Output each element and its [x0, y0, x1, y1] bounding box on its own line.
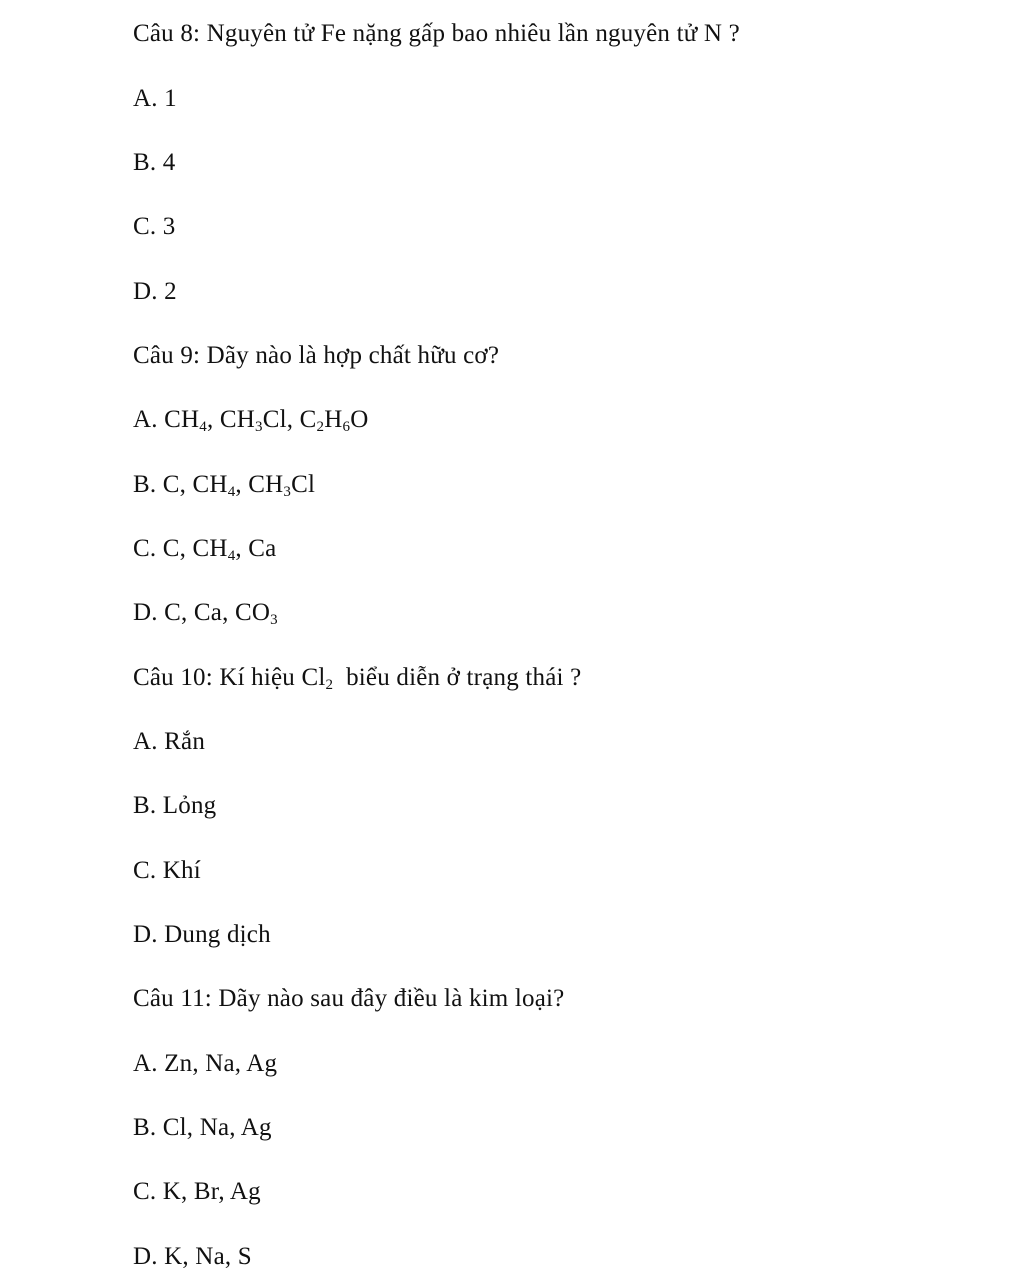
- question-10-option-b: B. Lỏng: [133, 792, 217, 819]
- question-11-option-d: D. K, Na, S: [133, 1243, 252, 1270]
- question-10-option-c: C. Khí: [133, 857, 201, 884]
- question-11-stem: Câu 11: Dãy nào sau đây điều là kim loại?: [133, 985, 565, 1012]
- question-9-option-d: D. C, Ca, $CO_3$: [133, 599, 278, 628]
- question-8-option-a: A. 1: [133, 85, 177, 112]
- question-11-option-a: A. Zn, Na, Ag: [133, 1050, 278, 1077]
- question-9-option-b: B. C, $CH_4$, $CH_3Cl$: [133, 471, 316, 500]
- question-10-option-a: A. Rắn: [133, 728, 206, 755]
- question-9-option-a: A. $CH_4$, $CH_3Cl$, $C_2H_6O$: [133, 406, 369, 435]
- question-11-option-c: C. K, Br, Ag: [133, 1178, 261, 1205]
- question-10-stem: Câu 10: Kí hiệu $Cl_2$ biểu diễn ở trạng thái ?: [133, 664, 582, 693]
- question-8-option-b: B. 4: [133, 149, 176, 176]
- question-8-option-d: D. 2: [133, 278, 177, 305]
- question-8-option-c: C. 3: [133, 213, 176, 240]
- question-9-option-c: C. C, $CH_4$, Ca: [133, 535, 277, 564]
- question-9-stem: Câu 9: Dãy nào là hợp chất hữu cơ?: [133, 342, 500, 369]
- question-8-stem: Câu 8: Nguyên tử Fe nặng gấp bao nhiêu lần nguyên tử N ?: [133, 20, 740, 47]
- question-11-option-b: B. Cl, Na, Ag: [133, 1114, 272, 1141]
- question-10-option-d: D. Dung dịch: [133, 921, 271, 948]
